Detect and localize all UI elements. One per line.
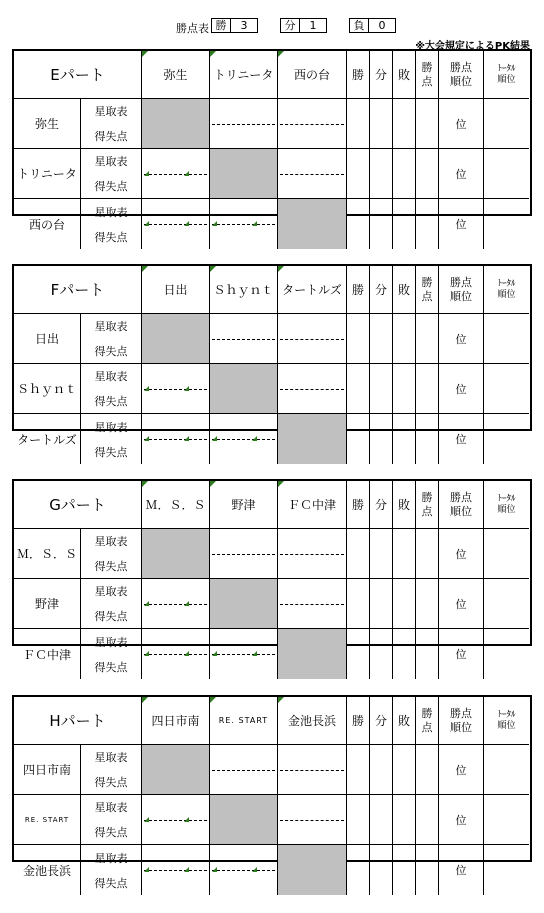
points-rank-cell: 位 xyxy=(439,629,484,679)
team-column-header: 四日市南 xyxy=(142,697,210,745)
score-line xyxy=(212,339,275,340)
total-rank-cell xyxy=(484,745,529,795)
total-rank-header xyxy=(484,481,529,529)
team-column-header: トリニータ xyxy=(210,51,278,99)
team-row-name: タートルズ xyxy=(14,414,81,464)
win-cell xyxy=(347,414,370,464)
loss-cell xyxy=(393,414,416,464)
match-cell xyxy=(278,529,347,579)
score-label: 得失点 xyxy=(94,660,128,674)
loss-cell xyxy=(393,845,416,895)
draw-cell xyxy=(370,99,393,149)
points-rank-header-label: 勝点順位 xyxy=(450,706,472,734)
total-rank-header-label: ﾄｰﾀﾙ順位 xyxy=(497,709,516,731)
points-rank-header-label: 勝点順位 xyxy=(450,60,472,88)
legend-win-value: 3 xyxy=(230,18,258,33)
match-cell xyxy=(142,795,210,845)
score-line xyxy=(212,224,275,225)
win-header: 勝 xyxy=(347,266,370,314)
score-line xyxy=(144,654,207,655)
points-header-label: 勝点 xyxy=(421,490,433,518)
team-column-header: ＦＣ中津 xyxy=(278,481,347,529)
hoshi-label: 星取表 xyxy=(94,420,128,434)
row-labels xyxy=(81,745,142,795)
win-cell xyxy=(347,529,370,579)
points-rank-cell: 位 xyxy=(439,149,484,199)
loss-cell xyxy=(393,745,416,795)
score-line xyxy=(144,224,207,225)
score-line xyxy=(280,339,344,340)
team-column-header: 西の台 xyxy=(278,51,347,99)
team-column-header: 金池長浜 xyxy=(278,697,347,745)
score-line xyxy=(144,174,207,175)
loss-cell xyxy=(393,795,416,845)
score-line xyxy=(280,604,344,605)
match-cell xyxy=(210,845,278,895)
team-row-name: 弥生 xyxy=(14,99,81,149)
score-line xyxy=(280,174,344,175)
group-table xyxy=(12,479,532,674)
total-rank-cell xyxy=(484,314,529,364)
match-cell xyxy=(142,149,210,199)
hoshi-label: 星取表 xyxy=(94,585,128,599)
legend-loss-value: 0 xyxy=(368,18,396,33)
loss-cell xyxy=(393,629,416,679)
hoshi-label: 星取表 xyxy=(94,205,128,219)
points-rank-header-label: 勝点順位 xyxy=(450,275,472,303)
match-cell xyxy=(210,629,278,679)
self-match-cell xyxy=(142,314,210,364)
hoshi-label: 星取表 xyxy=(94,635,128,649)
hoshi-label: 星取表 xyxy=(94,751,128,765)
score-label: 得失点 xyxy=(94,559,128,573)
total-rank-cell xyxy=(484,414,529,464)
loss-header: 敗 xyxy=(393,481,416,529)
hoshi-label: 星取表 xyxy=(94,801,128,815)
hoshi-label: 星取表 xyxy=(94,320,128,334)
hoshi-label: 星取表 xyxy=(94,105,128,119)
team-column-header: 野津 xyxy=(210,481,278,529)
self-match-cell xyxy=(210,795,278,845)
team-row-name: ＦＣ中津 xyxy=(14,629,81,679)
group-table xyxy=(12,695,532,890)
score-line xyxy=(212,870,275,871)
points-rank-cell: 位 xyxy=(439,529,484,579)
match-cell xyxy=(142,629,210,679)
win-cell xyxy=(347,314,370,364)
win-cell xyxy=(347,579,370,629)
team-column-header: 弥生 xyxy=(142,51,210,99)
team-column-header: Ｓｈｙｎｔ xyxy=(210,266,278,314)
total-rank-header xyxy=(484,697,529,745)
pk-note: ※大会規定によるPK結果 xyxy=(415,41,530,52)
total-rank-cell xyxy=(484,529,529,579)
points-cell xyxy=(416,199,439,249)
match-cell xyxy=(142,579,210,629)
points-rank-header xyxy=(439,266,484,314)
row-labels xyxy=(81,99,142,149)
score-label: 得失点 xyxy=(94,876,128,890)
legend-draw-label: 分 xyxy=(280,18,300,33)
loss-header: 敗 xyxy=(393,697,416,745)
row-labels xyxy=(81,149,142,199)
points-cell xyxy=(416,414,439,464)
score-label: 得失点 xyxy=(94,344,128,358)
draw-cell xyxy=(370,745,393,795)
points-header xyxy=(416,266,439,314)
total-rank-cell xyxy=(484,579,529,629)
loss-header: 敗 xyxy=(393,266,416,314)
score-label: 得失点 xyxy=(94,445,128,459)
match-cell xyxy=(210,314,278,364)
row-labels xyxy=(81,845,142,895)
match-cell xyxy=(210,414,278,464)
team-row-name: 金池長浜 xyxy=(14,845,81,895)
score-line xyxy=(280,770,344,771)
legend-title: 勝点表 xyxy=(176,22,209,35)
match-cell xyxy=(210,745,278,795)
points-rank-header xyxy=(439,51,484,99)
team-column-header: タートルズ xyxy=(278,266,347,314)
hoshi-label: 星取表 xyxy=(94,851,128,865)
score-line xyxy=(144,604,207,605)
score-line xyxy=(144,439,207,440)
self-match-cell xyxy=(142,745,210,795)
score-line xyxy=(144,870,207,871)
loss-cell xyxy=(393,199,416,249)
points-legend xyxy=(0,18,544,36)
score-line xyxy=(144,389,207,390)
points-cell xyxy=(416,314,439,364)
self-match-cell xyxy=(210,149,278,199)
match-cell xyxy=(210,199,278,249)
match-cell xyxy=(278,579,347,629)
score-label: 得失点 xyxy=(94,394,128,408)
row-labels xyxy=(81,364,142,414)
row-labels xyxy=(81,579,142,629)
part-title: Eパート xyxy=(14,51,142,99)
score-line xyxy=(280,124,344,125)
total-rank-header-label: ﾄｰﾀﾙ順位 xyxy=(497,493,516,515)
total-rank-cell xyxy=(484,199,529,249)
row-labels xyxy=(81,795,142,845)
points-cell xyxy=(416,745,439,795)
win-header: 勝 xyxy=(347,481,370,529)
team-row-name: 野津 xyxy=(14,579,81,629)
draw-header: 分 xyxy=(370,697,393,745)
part-title: Gパート xyxy=(14,481,142,529)
self-match-cell xyxy=(278,199,347,249)
team-column-header: RE. START xyxy=(210,697,278,745)
loss-cell xyxy=(393,314,416,364)
win-cell xyxy=(347,149,370,199)
part-title: Fパート xyxy=(14,266,142,314)
points-header xyxy=(416,51,439,99)
points-rank-header xyxy=(439,697,484,745)
team-row-name: Ｍ．Ｓ．Ｓ xyxy=(14,529,81,579)
points-cell xyxy=(416,149,439,199)
match-cell xyxy=(278,99,347,149)
team-row-name: Ｓｈｙｎｔ xyxy=(14,364,81,414)
draw-cell xyxy=(370,149,393,199)
draw-header: 分 xyxy=(370,51,393,99)
points-rank-cell: 位 xyxy=(439,199,484,249)
row-labels xyxy=(81,199,142,249)
draw-cell xyxy=(370,314,393,364)
hoshi-label: 星取表 xyxy=(94,535,128,549)
loss-cell xyxy=(393,579,416,629)
self-match-cell xyxy=(278,629,347,679)
points-cell xyxy=(416,364,439,414)
score-label: 得失点 xyxy=(94,825,128,839)
score-line xyxy=(212,654,275,655)
self-match-cell xyxy=(142,99,210,149)
loss-header: 敗 xyxy=(393,51,416,99)
score-line xyxy=(212,439,275,440)
match-cell xyxy=(142,199,210,249)
win-header: 勝 xyxy=(347,697,370,745)
points-header xyxy=(416,697,439,745)
total-rank-cell xyxy=(484,149,529,199)
team-column-header: Ｍ．Ｓ．Ｓ xyxy=(142,481,210,529)
team-row-name: 四日市南 xyxy=(14,745,81,795)
win-cell xyxy=(347,745,370,795)
points-rank-cell: 位 xyxy=(439,414,484,464)
score-line xyxy=(280,389,344,390)
match-cell xyxy=(278,149,347,199)
win-cell xyxy=(347,199,370,249)
draw-header: 分 xyxy=(370,481,393,529)
match-cell xyxy=(278,745,347,795)
total-rank-cell xyxy=(484,629,529,679)
draw-cell xyxy=(370,845,393,895)
team-row-name: 日出 xyxy=(14,314,81,364)
points-rank-cell: 位 xyxy=(439,579,484,629)
draw-cell xyxy=(370,529,393,579)
match-cell xyxy=(210,99,278,149)
draw-cell xyxy=(370,629,393,679)
win-header: 勝 xyxy=(347,51,370,99)
points-header-label: 勝点 xyxy=(421,706,433,734)
points-cell xyxy=(416,845,439,895)
group-table xyxy=(12,264,532,459)
score-line xyxy=(212,554,275,555)
total-rank-header xyxy=(484,266,529,314)
match-cell xyxy=(142,414,210,464)
points-header xyxy=(416,481,439,529)
score-label: 得失点 xyxy=(94,179,128,193)
team-row-name: トリニータ xyxy=(14,149,81,199)
win-cell xyxy=(347,795,370,845)
match-cell xyxy=(278,364,347,414)
draw-cell xyxy=(370,364,393,414)
total-rank-header-label: ﾄｰﾀﾙ順位 xyxy=(497,63,516,85)
points-rank-cell: 位 xyxy=(439,364,484,414)
hoshi-label: 星取表 xyxy=(94,370,128,384)
score-label: 得失点 xyxy=(94,609,128,623)
score-label: 得失点 xyxy=(94,129,128,143)
team-row-name: RE. START xyxy=(14,795,81,845)
points-rank-cell: 位 xyxy=(439,745,484,795)
row-labels xyxy=(81,414,142,464)
points-cell xyxy=(416,99,439,149)
self-match-cell xyxy=(210,579,278,629)
points-cell xyxy=(416,579,439,629)
draw-header: 分 xyxy=(370,266,393,314)
draw-cell xyxy=(370,414,393,464)
score-line xyxy=(212,124,275,125)
match-cell xyxy=(278,795,347,845)
points-rank-cell: 位 xyxy=(439,795,484,845)
loss-cell xyxy=(393,99,416,149)
points-header-label: 勝点 xyxy=(421,60,433,88)
win-cell xyxy=(347,364,370,414)
row-labels xyxy=(81,629,142,679)
draw-cell xyxy=(370,795,393,845)
row-labels xyxy=(81,529,142,579)
legend-win-label: 勝 xyxy=(211,18,231,33)
total-rank-header-label: ﾄｰﾀﾙ順位 xyxy=(497,278,516,300)
team-row-name: 西の台 xyxy=(14,199,81,249)
row-labels xyxy=(81,314,142,364)
win-cell xyxy=(347,99,370,149)
match-cell xyxy=(278,314,347,364)
total-rank-header xyxy=(484,51,529,99)
points-rank-cell: 位 xyxy=(439,314,484,364)
match-cell xyxy=(142,364,210,414)
total-rank-cell xyxy=(484,845,529,895)
part-title: Hパート xyxy=(14,697,142,745)
win-cell xyxy=(347,629,370,679)
match-cell xyxy=(142,845,210,895)
loss-cell xyxy=(393,529,416,579)
points-header-label: 勝点 xyxy=(421,275,433,303)
loss-cell xyxy=(393,149,416,199)
total-rank-cell xyxy=(484,795,529,845)
loss-cell xyxy=(393,364,416,414)
score-line xyxy=(280,820,344,821)
draw-cell xyxy=(370,579,393,629)
points-rank-header xyxy=(439,481,484,529)
points-rank-cell: 位 xyxy=(439,845,484,895)
legend-draw-value: 1 xyxy=(299,18,327,33)
points-cell xyxy=(416,529,439,579)
score-line xyxy=(280,554,344,555)
draw-cell xyxy=(370,199,393,249)
win-cell xyxy=(347,845,370,895)
team-column-header: 日出 xyxy=(142,266,210,314)
score-label: 得失点 xyxy=(94,775,128,789)
self-match-cell xyxy=(278,414,347,464)
score-line xyxy=(212,770,275,771)
points-cell xyxy=(416,629,439,679)
points-rank-header-label: 勝点順位 xyxy=(450,490,472,518)
total-rank-cell xyxy=(484,99,529,149)
group-table xyxy=(12,49,532,244)
points-cell xyxy=(416,795,439,845)
match-cell xyxy=(210,529,278,579)
legend-loss-label: 負 xyxy=(349,18,369,33)
score-label: 得失点 xyxy=(94,230,128,244)
self-match-cell xyxy=(210,364,278,414)
self-match-cell xyxy=(142,529,210,579)
self-match-cell xyxy=(278,845,347,895)
hoshi-label: 星取表 xyxy=(94,155,128,169)
total-rank-cell xyxy=(484,364,529,414)
points-rank-cell: 位 xyxy=(439,99,484,149)
score-line xyxy=(144,820,207,821)
